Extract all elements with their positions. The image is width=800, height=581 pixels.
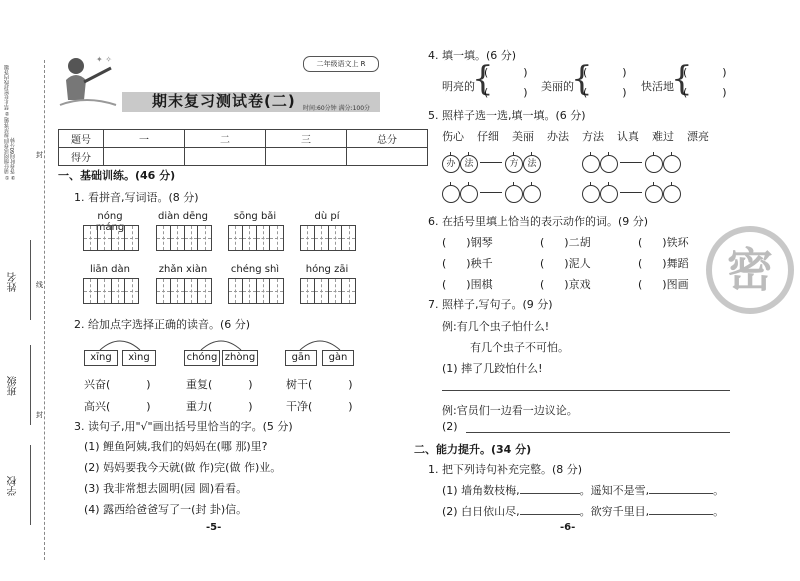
- brace-icon: {: [571, 59, 593, 99]
- exam-title: 期末复习测试卷(二): [152, 92, 296, 110]
- apple-icon: 方: [505, 155, 523, 173]
- writing-grid[interactable]: [228, 225, 284, 251]
- pinyin: nóng máng: [95, 211, 125, 233]
- exam-meta: 时间:60分钟 满分:100分: [303, 105, 371, 112]
- q4-word: 快活地: [641, 80, 674, 93]
- apple-icon[interactable]: [582, 155, 600, 173]
- q5-word: 办法: [547, 130, 569, 143]
- seal-char-3: 封: [36, 411, 43, 419]
- q1-prompt: 1. 看拼音,写词语。(8 分): [74, 191, 199, 204]
- answer-line[interactable]: [466, 432, 730, 433]
- apple-icon[interactable]: [582, 185, 600, 203]
- apple-icon[interactable]: [600, 185, 618, 203]
- apple-icon: 办: [442, 155, 460, 173]
- q4-blank[interactable]: ( ): [583, 86, 627, 99]
- q6-item[interactable]: ( )舞蹈: [638, 257, 689, 270]
- pinyin-option[interactable]: gān: [285, 350, 317, 366]
- apple-icon: 法: [460, 155, 478, 173]
- q3-item: (4) 露西给爸爸写了一(封 卦)信。: [84, 503, 248, 516]
- word-shugan: 树干( ): [286, 378, 353, 391]
- s2-q1-prompt: 1. 把下列诗句补充完整。(8 分): [428, 463, 583, 476]
- score-cell[interactable]: [185, 148, 266, 166]
- writing-grid[interactable]: [83, 225, 139, 251]
- answer-line[interactable]: [442, 390, 730, 391]
- q3-item: (1) 鲤鱼阿姨,我们的妈妈在(哪 那)里?: [84, 440, 268, 453]
- q4-blank[interactable]: ( ): [683, 66, 727, 79]
- q7-example: 有几个虫子不可怕。: [470, 341, 569, 354]
- poem-line: (1) 墙角数枝梅, 。遥知不是雪, 。: [442, 484, 725, 497]
- grade-badge: 二年级语文上 R: [303, 56, 379, 72]
- q6-prompt: 6. 在括号里填上恰当的表示动作的词。(9 分): [428, 215, 649, 228]
- pinyin-option[interactable]: zhòng: [222, 350, 258, 366]
- pinyin-option[interactable]: gàn: [322, 350, 354, 366]
- q5-prompt: 5. 照样子选一选,填一填。(6 分): [428, 109, 586, 122]
- q4-word: 美丽的: [541, 80, 574, 93]
- q5-word: 认真: [617, 130, 639, 143]
- q7-prompt: 7. 照样子,写句子。(9 分): [428, 298, 553, 311]
- q4-blank[interactable]: ( ): [484, 66, 528, 79]
- score-cell[interactable]: [104, 148, 185, 166]
- score-table-row: [59, 148, 428, 166]
- word-ganjing: 干净( ): [286, 400, 353, 413]
- apple-icon[interactable]: [505, 185, 523, 203]
- q7-item: (1) 摔了几跤怕什么!: [442, 362, 543, 375]
- q6-item[interactable]: ( )钢琴: [442, 236, 493, 249]
- q7-example: 例:官员们一边看一边议论。: [442, 404, 578, 417]
- pinyin: diàn dēng: [158, 211, 208, 222]
- writing-grid[interactable]: [83, 278, 139, 304]
- apple-icon[interactable]: [523, 185, 541, 203]
- exam-notes: ①请仔细阅读卷面,规范答题 ②禁止在密封线内答题 ③答卷时间60分钟: [4, 64, 16, 180]
- binding-sidebar: [0, 0, 44, 581]
- header-cell: 总分: [347, 130, 428, 148]
- seal-char-2: 线: [36, 281, 43, 289]
- dash-connector: [480, 192, 502, 193]
- apple-icon[interactable]: [600, 155, 618, 173]
- pinyin-option[interactable]: chóng: [184, 350, 220, 366]
- word-zhongli: 重力( ): [186, 400, 253, 413]
- q6-item[interactable]: ( )围棋: [442, 278, 493, 291]
- header-cell: 三: [266, 130, 347, 148]
- word-gaoxing: 高兴( ): [84, 400, 151, 413]
- q6-item[interactable]: ( )铁环: [638, 236, 689, 249]
- dash-connector: [480, 162, 502, 163]
- q5-word: 方法: [582, 130, 604, 143]
- q5-word: 仔细: [477, 130, 499, 143]
- q4-blank[interactable]: ( ): [583, 66, 627, 79]
- answer-blank[interactable]: [649, 493, 713, 494]
- q3-prompt: 3. 读句子,用"√"画出括号里恰当的字。(5 分): [74, 420, 293, 433]
- score-cell[interactable]: [266, 148, 347, 166]
- seal-char-1: 封: [36, 151, 43, 159]
- pinyin: hóng zāi: [305, 264, 349, 275]
- apple-icon: 法: [523, 155, 541, 173]
- pinyin: sōng bǎi: [233, 211, 277, 222]
- dash-connector: [620, 192, 642, 193]
- page-number-right: -6-: [560, 522, 576, 533]
- brace-icon: {: [472, 59, 494, 99]
- pinyin: chéng shì: [230, 264, 280, 275]
- section-1-heading: 一、基础训练。(46 分): [58, 169, 176, 182]
- apple-icon[interactable]: [663, 185, 681, 203]
- secret-stamp: 密: [706, 226, 794, 314]
- class-label: 班级: [8, 376, 19, 396]
- page-number-left: -5-: [206, 522, 222, 533]
- school-label: 学校: [8, 476, 19, 496]
- pinyin-option[interactable]: xìng: [122, 350, 156, 366]
- q6-item[interactable]: ( )秧千: [442, 257, 493, 270]
- q4-word: 明亮的: [442, 80, 475, 93]
- cartoon-illustration: [56, 50, 126, 110]
- writing-grid[interactable]: [300, 278, 356, 304]
- school-line: [30, 445, 31, 525]
- seal-dashed-line: [44, 60, 45, 560]
- header-cell: 一: [104, 130, 185, 148]
- q4-blank[interactable]: ( ): [484, 86, 528, 99]
- q4-prompt: 4. 填一填。(6 分): [428, 49, 517, 62]
- answer-blank[interactable]: [520, 493, 580, 494]
- q3-item: (3) 我非常想去圆明(园 圆)看看。: [84, 482, 248, 495]
- q3-item: (2) 妈妈要我今天就(做 作)完(做 作)业。: [84, 461, 282, 474]
- pinyin-arcs: [84, 334, 356, 352]
- apple-icon[interactable]: [460, 185, 478, 203]
- dash-connector: [620, 162, 642, 163]
- apple-icon[interactable]: [663, 155, 681, 173]
- pinyin: liān dàn: [89, 264, 130, 275]
- q6-item[interactable]: ( )二胡: [540, 236, 591, 249]
- score-cell[interactable]: [347, 148, 428, 166]
- word-chongfu: 重复( ): [186, 378, 253, 391]
- writing-grid[interactable]: [156, 225, 212, 251]
- apple-icon[interactable]: [645, 185, 663, 203]
- answer-blank[interactable]: [649, 514, 713, 515]
- apple-icon[interactable]: [442, 185, 460, 203]
- svg-text:✦ ✧: ✦ ✧: [96, 55, 112, 64]
- brace-icon: {: [671, 59, 693, 99]
- poem-line: (2) 白日依山尽, 。欲穷千里目, 。: [442, 505, 725, 518]
- class-line: [30, 345, 31, 425]
- q2-prompt: 2. 给加点字选择正确的读音。(6 分): [74, 318, 251, 331]
- q4-blank[interactable]: ( ): [683, 86, 727, 99]
- q6-item[interactable]: ( )图画: [638, 278, 689, 291]
- pinyin: zhǎn xiàn: [158, 264, 208, 275]
- header-cell: 题号: [59, 130, 104, 148]
- pinyin: dù pí: [314, 211, 340, 222]
- writing-grid[interactable]: [156, 278, 212, 304]
- header-cell: 二: [185, 130, 266, 148]
- apple-icon[interactable]: [645, 155, 663, 173]
- section-2-heading: 二、能力提升。(34 分): [414, 443, 532, 456]
- row-label: 得分: [59, 148, 104, 166]
- q5-word: 伤心: [442, 130, 464, 143]
- q6-item[interactable]: ( )京戏: [540, 278, 591, 291]
- writing-grid[interactable]: [228, 278, 284, 304]
- word-xingfen: 兴奋( ): [84, 378, 151, 391]
- score-table: [58, 129, 428, 166]
- answer-blank[interactable]: [520, 514, 580, 515]
- q5-word: 难过: [652, 130, 674, 143]
- name-line: [30, 240, 31, 320]
- q7-item: (2): [442, 420, 458, 433]
- pinyin-option[interactable]: xīng: [84, 350, 118, 366]
- writing-grid[interactable]: [300, 225, 356, 251]
- name-label: 姓名: [8, 272, 19, 292]
- q6-item[interactable]: ( )泥人: [540, 257, 591, 270]
- q7-example: 例:有几个虫子怕什么!: [442, 320, 550, 333]
- score-table-header: [59, 130, 428, 148]
- q5-word: 美丽: [512, 130, 534, 143]
- q5-word: 漂亮: [687, 130, 709, 143]
